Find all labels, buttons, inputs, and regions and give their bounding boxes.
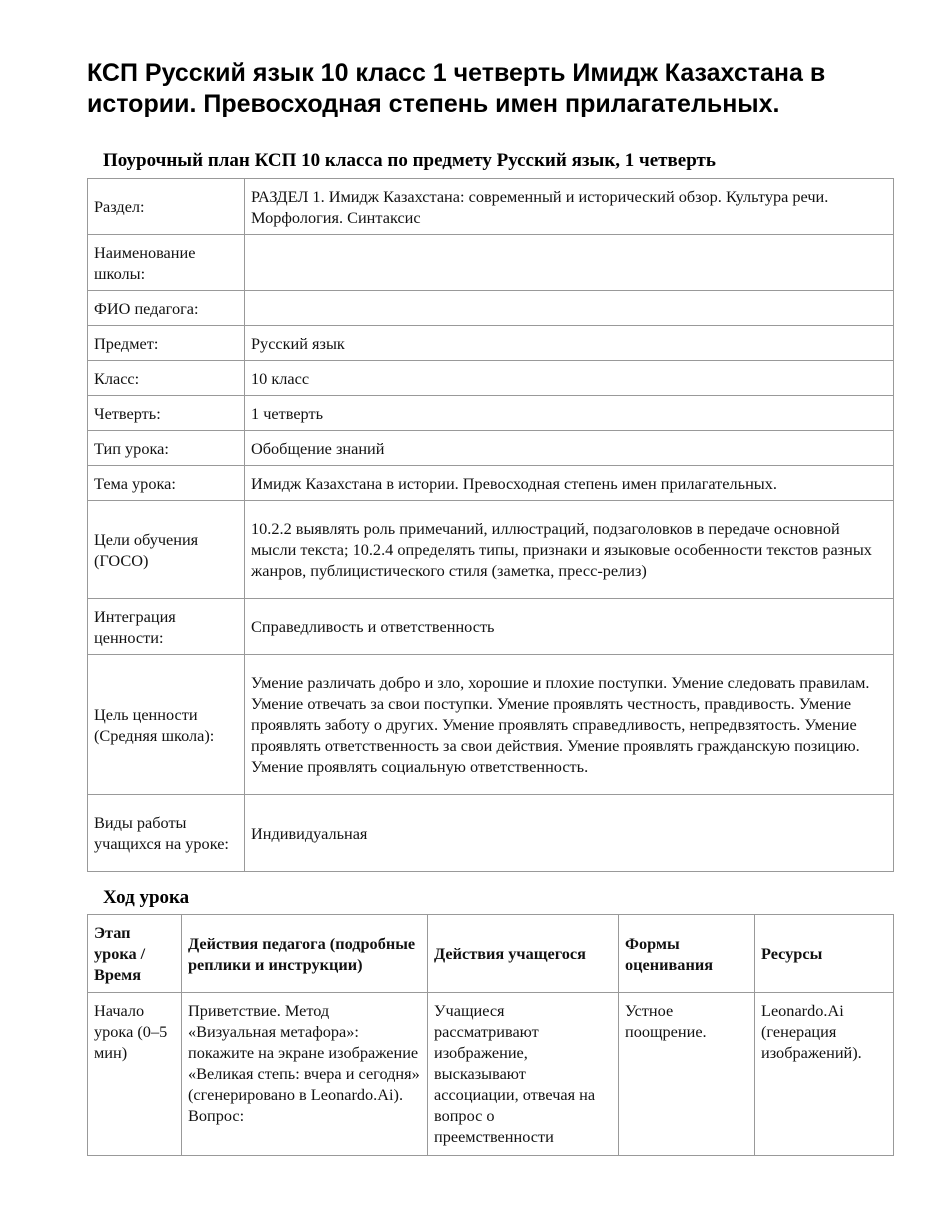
info-value: Индивидуальная bbox=[245, 795, 894, 872]
info-value: 10.2.2 выявлять роль примечаний, иллюстраций, подзаголовков в передаче основной мысли текста; 10.2.4 определять типы, признаки и языковые особенности текстов разных жанров, публицистического стиля (заметка, пресс-релиз) bbox=[245, 501, 894, 599]
table-row bbox=[88, 396, 894, 431]
table-row bbox=[88, 599, 894, 655]
table-row bbox=[88, 655, 894, 795]
student-actions-cell: Учащиеся рассматривают изображение, высказывают ассоциации, отвечая на вопрос о преемственности bbox=[428, 993, 619, 1156]
info-label: Раздел: bbox=[88, 179, 245, 235]
info-value: Русский язык bbox=[245, 326, 894, 361]
info-value: Умение различать добро и зло, хорошие и плохие поступки. Умение следовать правилам. Умение отвечать за свои поступки. Умение проявлять честность, правдивость. Умение проявлять заботу о других. Умение проявлять справедливость, непредвзятость. Умение проявлять ответственность за свои действия. Умение проявлять гражданскую позицию. Умение проявлять социальную ответственность. bbox=[245, 655, 894, 795]
table-row bbox=[88, 291, 894, 326]
info-label: Предмет: bbox=[88, 326, 245, 361]
table-row bbox=[88, 993, 894, 1156]
table-row bbox=[88, 795, 894, 872]
column-header: Этап урока / Время bbox=[88, 915, 182, 993]
info-label: Тип урока: bbox=[88, 431, 245, 466]
info-value: РАЗДЕЛ 1. Имидж Казахстана: современный и исторический обзор. Культура речи. Морфология. Синтаксис bbox=[245, 179, 894, 235]
lesson-info-table bbox=[87, 178, 894, 872]
info-label: Виды работы учащихся на уроке: bbox=[88, 795, 245, 872]
info-label: Тема урока: bbox=[88, 466, 245, 501]
column-header: Формы оценивания bbox=[619, 915, 755, 993]
info-label: Цели обучения (ГОСО) bbox=[88, 501, 245, 599]
table-row bbox=[88, 431, 894, 466]
stage-cell: Начало урока (0–5 мин) bbox=[88, 993, 182, 1156]
info-label: Интеграция ценности: bbox=[88, 599, 245, 655]
table-row bbox=[88, 179, 894, 235]
info-label: Цель ценности (Средняя школа): bbox=[88, 655, 245, 795]
info-value: 10 класс bbox=[245, 361, 894, 396]
document-title: КСП Русский язык 10 класс 1 четверть Имидж Казахстана в истории. Превосходная степень имен прилагательных. bbox=[87, 59, 826, 118]
table-row bbox=[88, 501, 894, 599]
info-label: ФИО педагога: bbox=[88, 291, 245, 326]
info-value bbox=[245, 235, 894, 291]
info-value: Справедливость и ответственность bbox=[245, 599, 894, 655]
plan-heading: Поурочный план КСП 10 класса по предмету Русский язык, 1 четверть bbox=[103, 150, 716, 171]
table-row bbox=[88, 326, 894, 361]
assessment-cell: Устное поощрение. bbox=[619, 993, 755, 1156]
table-row bbox=[88, 466, 894, 501]
table-row bbox=[88, 361, 894, 396]
resources-cell: Leonardo.Ai (генерация изображений). bbox=[755, 993, 894, 1156]
info-label: Четверть: bbox=[88, 396, 245, 431]
table-header-row bbox=[88, 915, 894, 993]
lesson-heading: Ход урока bbox=[103, 887, 190, 908]
info-value: Обобщение знаний bbox=[245, 431, 894, 466]
info-value: Имидж Казахстана в истории. Превосходная степень имен прилагательных. bbox=[245, 466, 894, 501]
teacher-actions-cell: Приветствие. Метод «Визуальная метафора»: покажите на экране изображение «Великая степь: вчера и сегодня» (сгенерировано в Leonardo.Ai). Вопрос: bbox=[182, 993, 428, 1156]
column-header: Действия учащегося bbox=[428, 915, 619, 993]
info-value bbox=[245, 291, 894, 326]
column-header: Действия педагога (подробные реплики и инструкции) bbox=[182, 915, 428, 993]
column-header: Ресурсы bbox=[755, 915, 894, 993]
info-label: Класс: bbox=[88, 361, 245, 396]
info-value: 1 четверть bbox=[245, 396, 894, 431]
table-row bbox=[88, 235, 894, 291]
lesson-flow-table bbox=[87, 914, 894, 1156]
document-page bbox=[87, 58, 893, 1156]
info-label: Наименование школы: bbox=[88, 235, 245, 291]
